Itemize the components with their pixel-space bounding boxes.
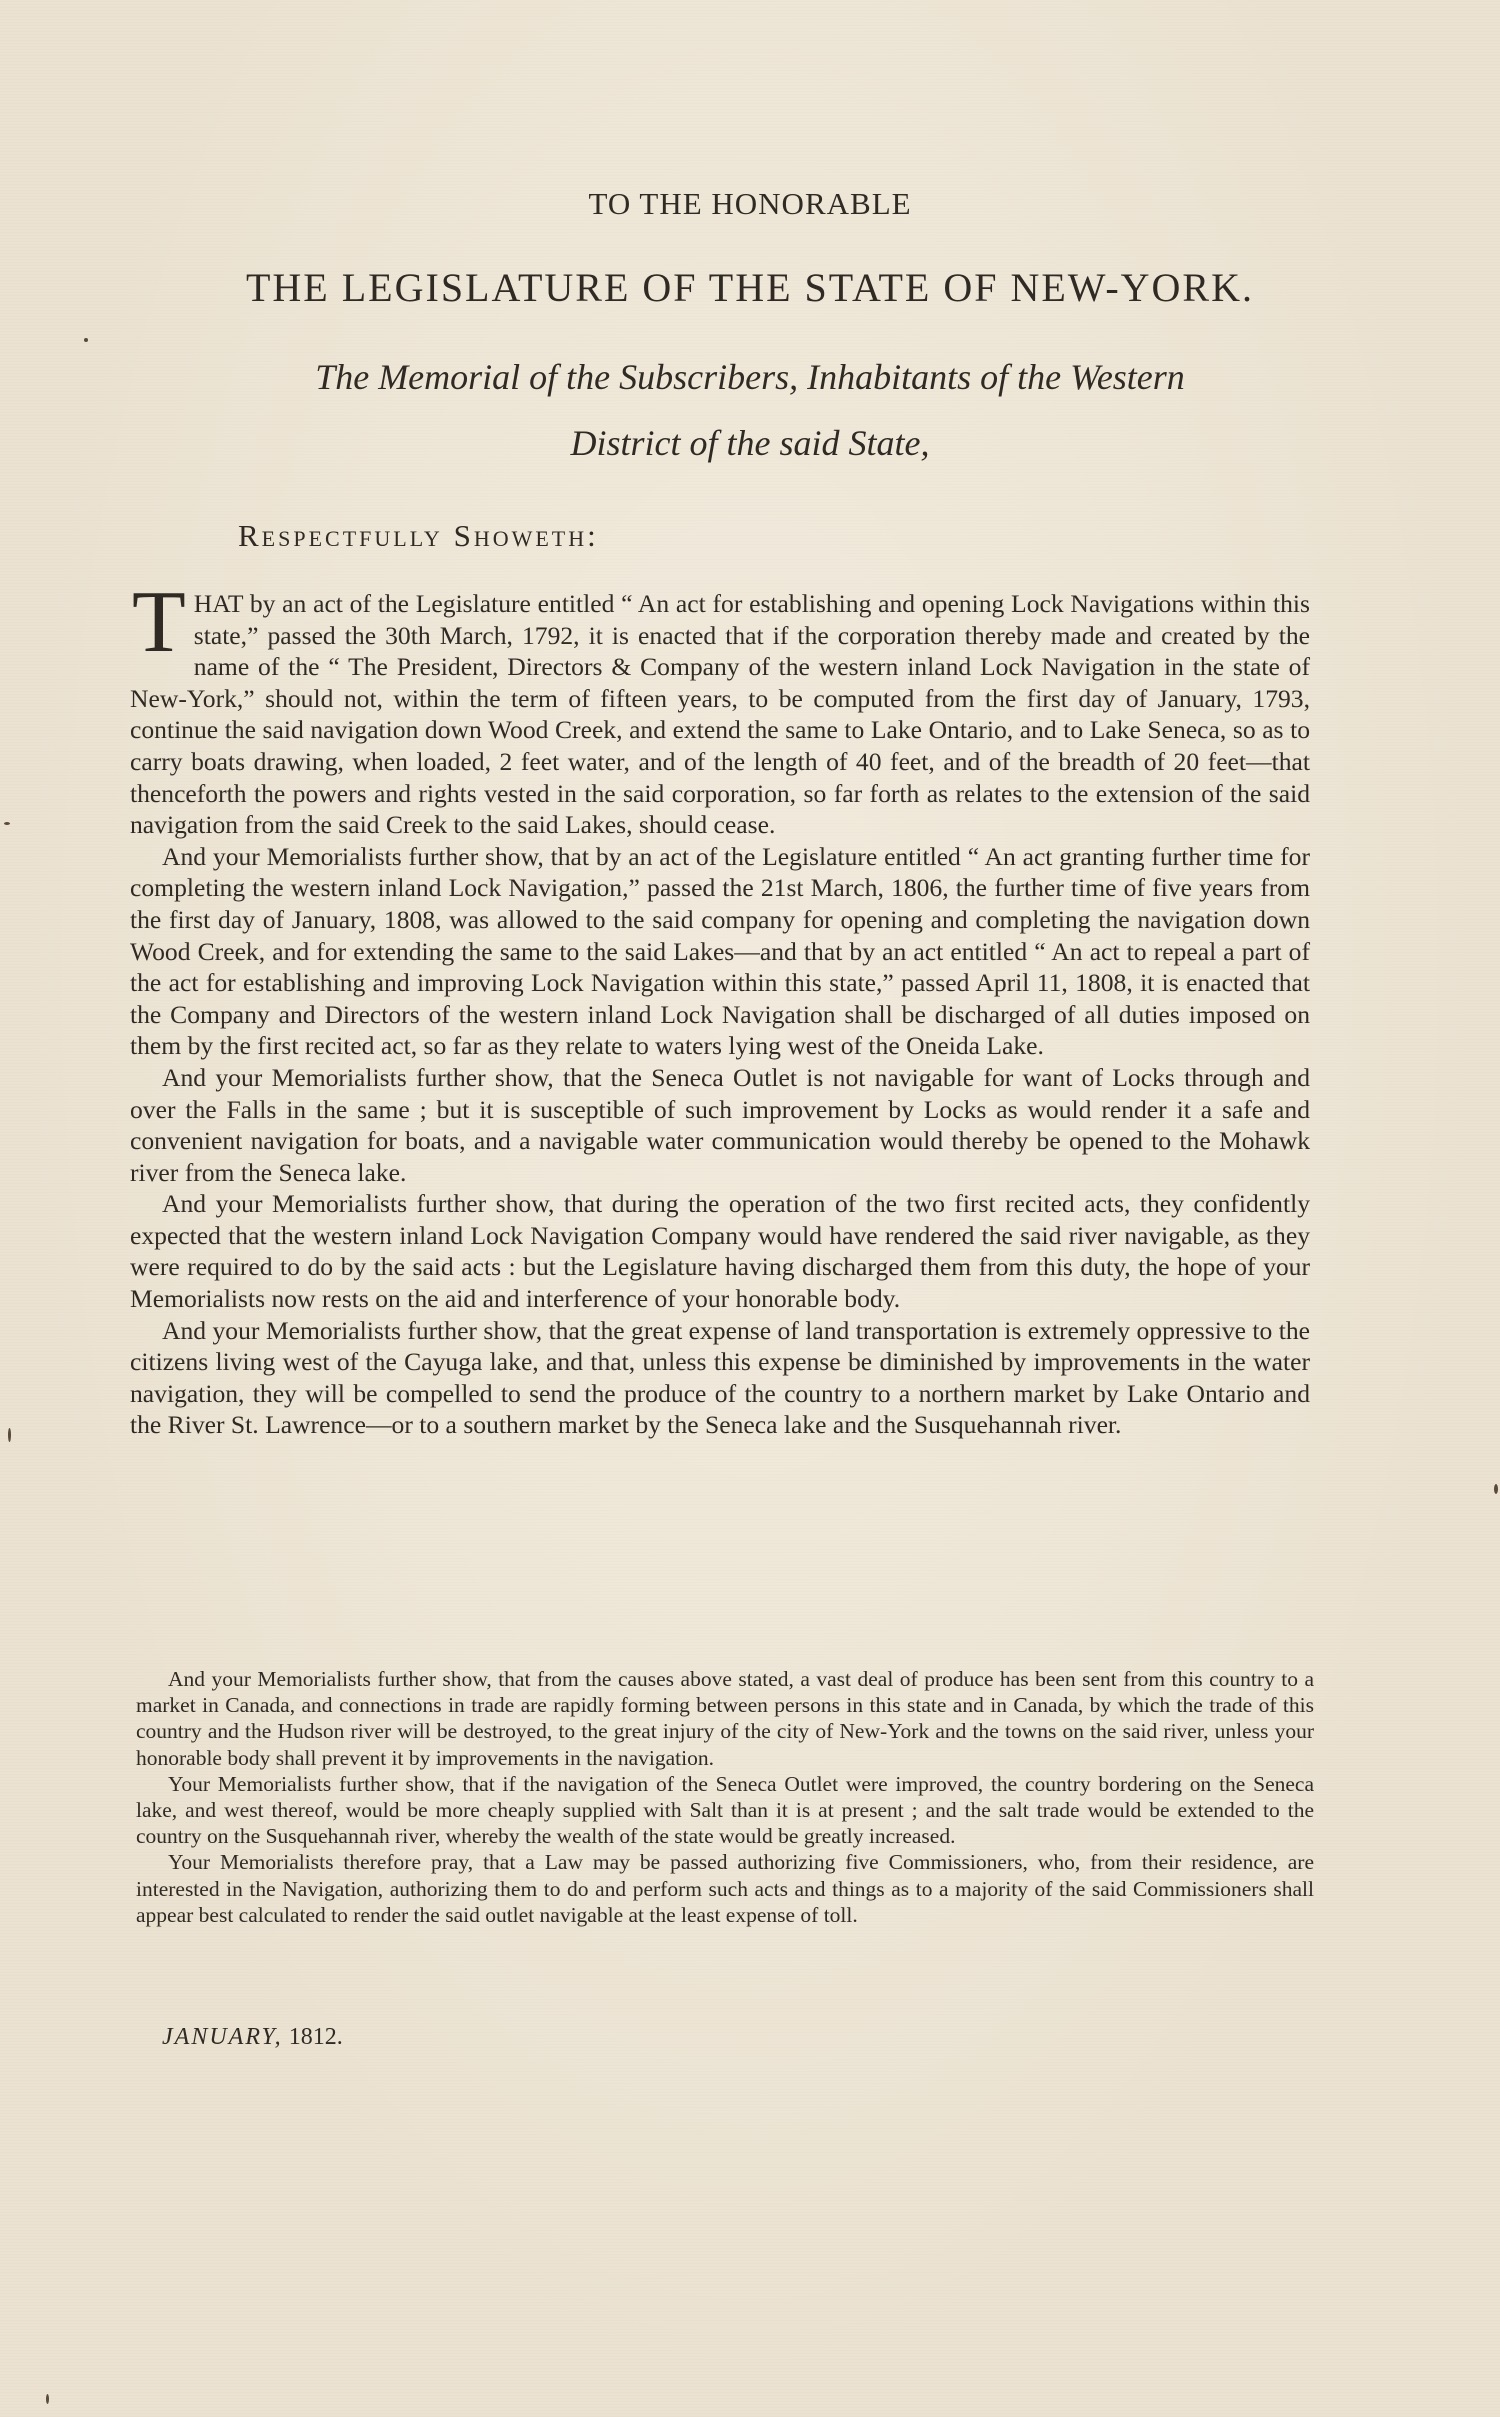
paper-speck — [1494, 1484, 1498, 1494]
drop-cap: T — [132, 574, 186, 671]
header-line-1: TO THE HONORABLE — [588, 186, 912, 221]
paragraph-1-text: HAT by an act of the Legislature entitled “ An act for establishing and opening Lock Navigations within this state,” passed the 30th March, 1792, it is enacted that if the corporation thereby made and created by the name of the “ The President, Directors & Company of the western inland Lock Navigation in the state of New-York,” should not, within the term of fifteen years, to be computed from the first day of January, 1793, continue the said navigation down Wood Creek, and extend the same to Lake Ontario, and to Lake Seneca, so as to carry boats drawing, when loaded, 2 feet water, and of the length of 40 feet, and of the breadth of 20 feet—that thenceforth the powers and rights vested in the said corporation, so far forth as relates to the extension of the said navigation from the said Creek to the said Lakes, should cease. — [130, 589, 1310, 840]
paragraph-4: And your Memorialists further show, that during the operation of the two first recited acts, they confidently expected that the western inland Lock Navigation Company would have rendered the said river navigable, as they were required to do by the said acts : but the Legislature having discharged them from this duty, the hope of your Memorialists now rests on the aid and interference of your honorable body. — [130, 1189, 1310, 1314]
date-month: JANUARY, — [162, 2024, 283, 2050]
salutation: Respectfully Showeth: — [238, 518, 599, 553]
memorial-body — [130, 574, 1310, 1441]
paper-speck — [46, 2394, 49, 2404]
date-year: 1812. — [288, 2024, 343, 2050]
paragraph-3: And your Memorialists further show, that the Seneca Outlet is not navigable for want of Locks through and over the Falls in the same ; but it is susceptible of such improvement by Locks as would render it a safe and convenient navigation for boats, and a navigable water communication would thereby be opened to the Mohawk river from the Seneca lake. — [130, 1062, 1310, 1187]
paragraph-1 — [130, 574, 1310, 841]
date-line — [162, 2024, 343, 2051]
document-title: THE LEGISLATURE OF THE STATE OF NEW-YORK. — [245, 265, 1254, 310]
paragraph-2: And your Memorialists further show, that by an act of the Legislature entitled “ An act granting further time for completing the western inland Lock Navigation,” passed the 21st March, 1806, the further time of five years from the first day of January, 1808, was allowed to the said company for opening and completing the navigation down Wood Creek, and for extending the same to the said Lakes—and that by an act entitled “ An act to repeal a part of the act for establishing and improving Lock Navigation within this state,” passed April 11, 1808, it is enacted that the Company and Directors of the western inland Lock Navigation shall be discharged of all duties imposed on them by the first recited act, so far as they relate to waters lying west of the Oneida Lake. — [130, 841, 1310, 1061]
paper-speck — [4, 822, 10, 825]
memorial-small-print — [136, 1666, 1314, 1928]
paragraph-8: Your Memorialists therefore pray, that a Law may be passed authorizing five Commissioners, who, from their residence, are interested in the Navigation, authorizing them to do and perform such acts and things as to a majority of the said Commissioners shall appear best calculated to render the said outlet navigable at the least expense of toll. — [136, 1850, 1314, 1927]
subtitle-line-1: The Memorial of the Subscribers, Inhabitants of the Western — [315, 357, 1185, 397]
paragraph-7: Your Memorialists further show, that if the navigation of the Seneca Outlet were improved, the country bordering on the Seneca lake, and west thereof, would be more cheaply supplied with Salt than it is at present ; and the salt trade would be extended to the country on the Susquehannah river, whereby the wealth of the state would be greatly increased. — [136, 1771, 1314, 1849]
subtitle-line-2: District of the said State, — [570, 423, 930, 463]
paper-speck — [84, 338, 88, 342]
paragraph-6: And your Memorialists further show, that from the causes above stated, a vast deal of produce has been sent from this country to a market in Canada, and connections in trade are rapidly forming between persons in this state and in Canada, by which the trade of this country and the Hudson river will be destroyed, to the great injury of the city of New-York and the towns on the said river, unless your honorable body shall prevent it by improvements in the navigation. — [136, 1667, 1314, 1770]
paragraph-5: And your Memorialists further show, that the great expense of land transportation is extremely oppressive to the citizens living west of the Cayuga lake, and that, unless this expense be diminished by improvements in the water navigation, they will be compelled to send the produce of the country to a northern market by Lake Ontario and the River St. Lawrence—or to a southern market by the Seneca lake and the Susquehannah river. — [130, 1315, 1310, 1440]
paper-speck — [8, 1428, 11, 1442]
